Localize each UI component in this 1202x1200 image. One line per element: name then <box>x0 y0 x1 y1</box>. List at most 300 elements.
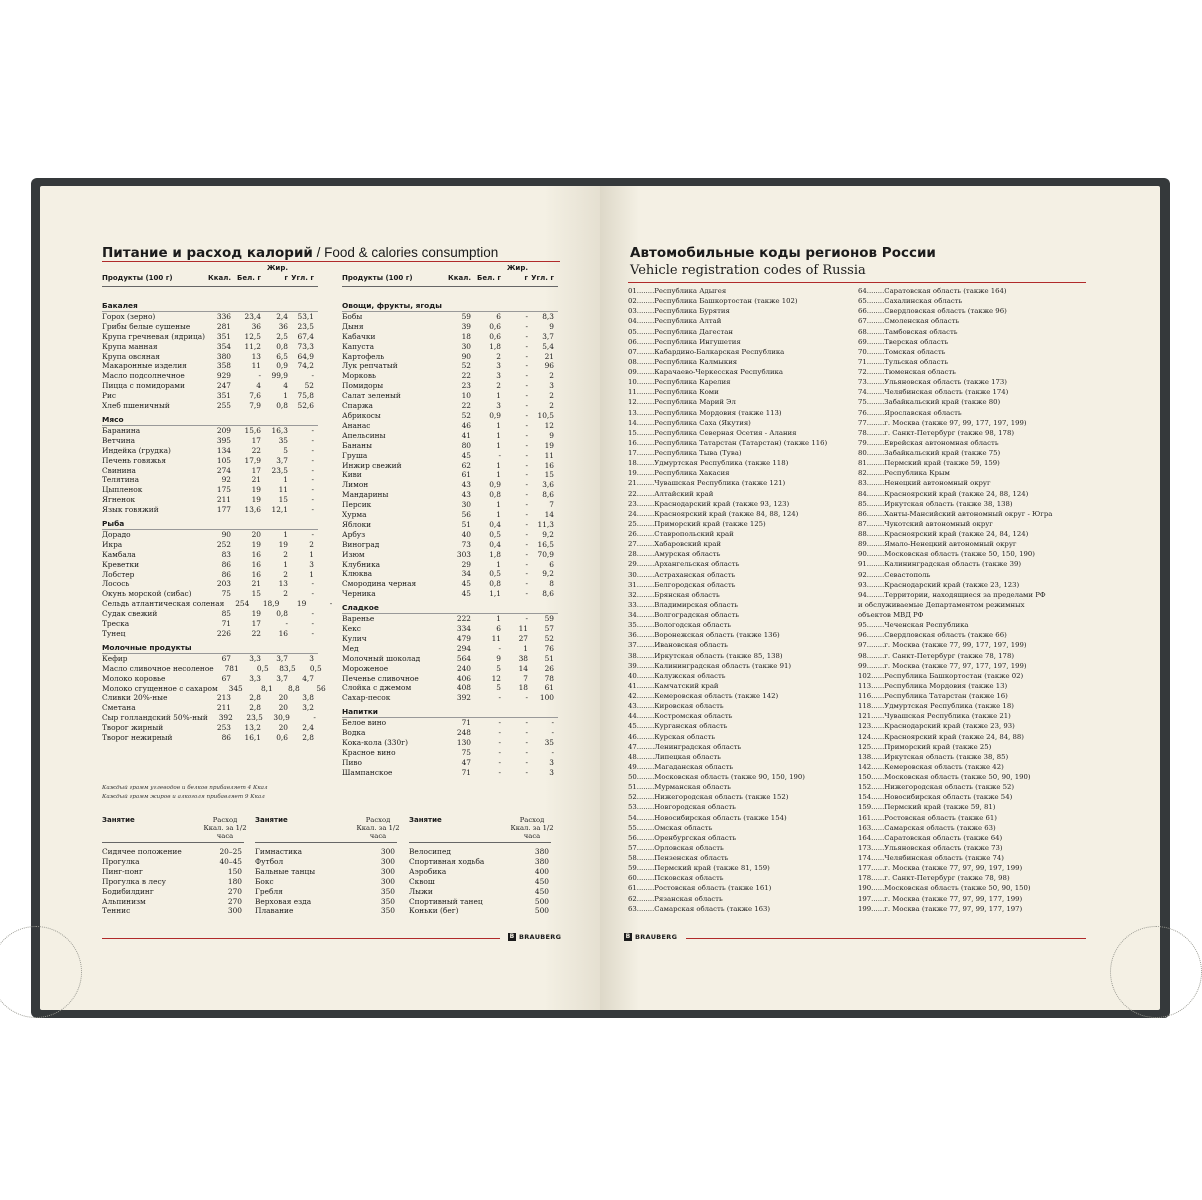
region-code-row: 86........Ханты-Мансийский автономный округ - Югра <box>858 509 1053 518</box>
food-value: 73 <box>461 539 471 549</box>
food-value: - <box>285 619 288 629</box>
food-value: 19 <box>278 539 288 549</box>
food-value: - <box>525 420 528 430</box>
food-value: 4 <box>256 381 261 391</box>
region-code-row: 71........Тульская область <box>858 357 949 366</box>
food-name: Макаронные изделия <box>102 361 187 371</box>
food-row <box>102 683 326 694</box>
region-code-row: 33........Владимирская область <box>628 600 739 609</box>
food-value: 11,2 <box>244 341 261 351</box>
region-code-row: 72........Тюменская область <box>858 368 956 376</box>
food-row <box>342 589 558 599</box>
region-code-row: 78........г. Санкт-Петербург (также 98, 178) <box>858 428 1015 437</box>
food-value: 254 <box>235 599 250 609</box>
food-name: Пиво <box>342 757 362 767</box>
food-value: 281 <box>216 321 231 331</box>
food-value: - <box>498 718 501 728</box>
note-line: Каждый грамм углеводов и белков прибавляет 4 Ккал <box>102 785 268 791</box>
activity-name: Велосипед <box>409 847 451 856</box>
activity-kcal: 350 <box>380 896 395 906</box>
activity-row <box>102 906 244 916</box>
food-row <box>102 475 318 485</box>
food-value: - <box>498 643 501 653</box>
food-name: Хлеб пшеничный <box>102 401 170 411</box>
activity-header-rate: Расход Ккал. за 1/2 часа <box>203 816 247 840</box>
food-value: 52,6 <box>297 401 314 411</box>
food-name: Клюква <box>342 569 373 579</box>
food-row <box>342 361 558 371</box>
region-code-row: 34........Волгоградская область <box>628 611 740 619</box>
food-value: 20 <box>251 529 261 539</box>
food-name: Бананы <box>342 440 372 450</box>
food-row <box>342 683 558 693</box>
food-value: 3 <box>496 401 501 411</box>
food-name: Лук репчатый <box>342 361 398 371</box>
food-row <box>102 723 318 733</box>
activity-name: Коньки (бег) <box>409 906 459 916</box>
food-value: 85 <box>221 609 231 619</box>
region-code-row: 69........Тверская область <box>858 337 949 346</box>
food-value: 253 <box>216 723 231 733</box>
food-value: - <box>525 391 528 401</box>
food-row <box>342 411 558 421</box>
food-value: 3,7 <box>276 673 288 683</box>
food-value: 105 <box>216 455 231 465</box>
nutrition-title <box>102 242 498 261</box>
food-name: Дорадо <box>102 529 131 539</box>
bottom-rule <box>102 938 500 939</box>
nutrition-title-en: / Food & calories consumption <box>312 245 499 260</box>
region-code-row: 26........Ставропольский край <box>628 530 734 538</box>
region-code-row: 68........Тамбовская область <box>858 327 958 336</box>
food-row <box>102 619 318 629</box>
codes-column-2 <box>858 286 1090 914</box>
region-code-row: 24........Красноярский край (также 84, 88, 124) <box>628 509 799 518</box>
activity-row <box>409 847 551 857</box>
activity-kcal: 500 <box>534 896 549 906</box>
food-name: Морковь <box>342 371 377 381</box>
activity-name: Спортивная ходьба <box>409 856 485 866</box>
food-value: 0,5 <box>489 569 501 579</box>
food-value: 130 <box>456 737 471 747</box>
food-row <box>102 579 318 589</box>
food-value: 76 <box>544 643 554 653</box>
food-row <box>342 500 558 510</box>
food-name: Ананас <box>342 420 371 430</box>
region-code-row: 44........Костромская область <box>628 712 733 721</box>
food-name: Картофель <box>342 351 385 361</box>
food-value: 3,2 <box>302 703 314 713</box>
food-value: 90 <box>221 529 231 539</box>
food-table-header: Продукты (100 г) Ккал. Бел. г Жир. г Угл. г <box>342 272 558 287</box>
food-value: 36 <box>251 321 261 331</box>
food-value: 0,5 <box>256 663 269 673</box>
food-value: 209 <box>216 425 231 435</box>
activity-row <box>409 867 551 877</box>
food-value: 6,5 <box>276 351 288 361</box>
food-value: 2 <box>496 351 501 361</box>
food-value: 51 <box>461 519 471 529</box>
food-value: 20 <box>278 703 288 713</box>
food-value: 71 <box>461 718 471 728</box>
food-value: 1 <box>496 460 501 470</box>
food-value: 8,3 <box>542 311 554 321</box>
food-row <box>342 332 558 342</box>
food-value: - <box>311 455 314 465</box>
food-value: 2,8 <box>249 703 261 713</box>
food-value: - <box>525 569 528 579</box>
food-value: 222 <box>456 614 471 624</box>
food-name: Бобы <box>342 311 363 321</box>
food-category-title: Молочные продукты <box>102 643 318 654</box>
food-name: Сахар-песок <box>342 693 391 703</box>
food-row <box>102 654 318 664</box>
food-value: 56 <box>461 510 471 520</box>
activity-name: Гимнастика <box>255 847 303 856</box>
region-code-row: 48........Липецкая область <box>628 752 721 761</box>
food-name: Лосось <box>102 579 130 589</box>
activity-row <box>409 857 551 867</box>
food-value: 3 <box>549 767 554 777</box>
region-code-row: 03........Республика Бурятия <box>628 307 730 316</box>
food-value: 23,5 <box>271 465 288 475</box>
food-value: - <box>525 519 528 529</box>
region-code-row: 75........Забайкальский край (также 80) <box>858 398 1001 407</box>
food-value: 16,5 <box>537 539 554 549</box>
food-name: Баранина <box>102 425 141 435</box>
activity-row <box>409 897 551 907</box>
region-code-row: 152......Нижегородская область (также 52) <box>858 783 1015 792</box>
region-code-row: 138......Иркутская область (также 38, 85) <box>858 752 1009 761</box>
activity-kcal: 350 <box>380 886 395 896</box>
food-value: - <box>311 495 314 505</box>
food-row <box>342 728 558 738</box>
region-code-row: 60........Псковская область <box>628 874 724 883</box>
region-code-row: 15........Республика Северная Осетия - Алания <box>628 428 797 437</box>
vehicle-codes-title <box>630 242 936 278</box>
food-value: 15 <box>544 470 554 480</box>
food-name: Икра <box>102 539 123 549</box>
food-value: 0,9 <box>489 410 501 420</box>
food-name: Изюм <box>342 549 365 559</box>
food-value: - <box>498 757 501 767</box>
food-value: 1 <box>496 430 501 440</box>
activity-kcal: 270 <box>227 886 242 896</box>
region-code-row: 118......Удмуртская Республика (также 18) <box>858 702 1014 711</box>
region-code-row: 66........Свердловская область (также 96) <box>858 307 1007 316</box>
food-value: 12,1 <box>271 505 288 515</box>
region-code-row: 58........Пензенская область <box>628 854 729 862</box>
food-value: 100 <box>539 693 554 703</box>
food-value: - <box>311 371 314 381</box>
region-code-row: 91........Калининградская область (также 39) <box>858 560 1022 569</box>
food-value: 18,9 <box>262 599 280 609</box>
region-code-row: 65........Сахалинская область <box>858 297 963 306</box>
food-value: 15 <box>251 589 261 599</box>
food-name: Хурма <box>342 510 367 520</box>
region-code-row: 51........Мурманская область <box>628 783 731 792</box>
food-row <box>342 352 558 362</box>
activity-header-rate: Расход Ккал. за 1/2 часа <box>356 816 400 840</box>
food-value: 247 <box>216 381 231 391</box>
brand-mark-icon: B <box>625 933 631 940</box>
food-value: 2 <box>309 539 314 549</box>
food-value: - <box>525 549 528 559</box>
region-code-row: 177......г. Москва (также 77, 97, 99, 197, 199) <box>858 864 1023 873</box>
food-row <box>342 674 558 684</box>
region-code-row: 125......Приморский край (также 25) <box>858 742 992 751</box>
food-value: 11,3 <box>537 519 554 529</box>
food-value: 19 <box>251 485 261 495</box>
food-row <box>102 495 318 505</box>
food-value: 175 <box>216 485 231 495</box>
region-code-row: 27........Хабаровский край <box>628 540 721 549</box>
region-code-row: 18........Удмуртская Республика (также 118) <box>628 459 789 468</box>
food-value: 380 <box>216 351 231 361</box>
food-name: Молочный шоколад <box>342 653 421 663</box>
food-value: 13 <box>278 579 288 589</box>
food-value: - <box>258 371 261 381</box>
food-name: Груша <box>342 450 368 460</box>
activity-name: Аэробика <box>409 866 447 876</box>
food-name: Кулич <box>342 633 367 643</box>
food-name: Инжир свежий <box>342 460 402 470</box>
region-code-row: 30........Астраханская область <box>628 570 736 579</box>
region-code-row: 150......Московская область (также 50, 90, 190) <box>858 773 1031 781</box>
food-name: Киви <box>342 470 362 480</box>
food-row <box>342 391 558 401</box>
food-value: - <box>498 767 501 777</box>
food-name: Творог жирный <box>102 723 164 733</box>
food-name: Кефир <box>102 653 128 663</box>
food-value: 14 <box>518 663 528 673</box>
activity-name: Бальные танцы <box>255 866 316 876</box>
region-code-row: 82........Республика Крым <box>858 469 950 478</box>
activity-name: Сквош <box>409 876 435 886</box>
region-code-row: 19........Республика Хакасия <box>628 469 730 478</box>
food-value: 1 <box>309 569 314 579</box>
food-row <box>342 579 558 589</box>
food-name: Абрикосы <box>342 410 381 420</box>
food-name: Спаржа <box>342 401 373 411</box>
food-value: 2 <box>283 589 288 599</box>
region-code-row: 124......Красноярский край (также 24, 84, 88) <box>858 732 1024 741</box>
food-value: - <box>525 579 528 589</box>
food-name: Язык говяжий <box>102 505 159 515</box>
food-row <box>102 629 318 639</box>
activity-row <box>255 906 397 916</box>
food-value: 1 <box>283 475 288 485</box>
food-value: 19 <box>296 599 307 609</box>
food-row <box>102 609 318 619</box>
activity-header-label: Занятие <box>102 816 135 824</box>
food-value: 134 <box>216 445 231 455</box>
activity-kcal: 350 <box>380 906 395 916</box>
food-row <box>342 569 558 579</box>
activity-name: Плавание <box>255 906 294 916</box>
food-name: Телятина <box>102 475 140 485</box>
food-value: 479 <box>456 633 471 643</box>
region-code-row: 164......Саратовская область (также 64) <box>858 833 1003 842</box>
food-value: - <box>525 510 528 520</box>
food-value: 17 <box>251 465 261 475</box>
vehicle-codes-title-ru: Автомобильные коды регионов России <box>630 245 936 261</box>
food-name: Капуста <box>342 341 375 351</box>
region-code-row: 73........Ульяновская область (также 173) <box>858 378 1007 387</box>
food-value: 80 <box>461 440 471 450</box>
food-value: 2 <box>549 401 554 411</box>
food-value: 3,3 <box>249 673 261 683</box>
food-value: - <box>525 728 528 738</box>
region-code-row: 14........Республика Саха (Якутия) <box>628 418 751 427</box>
food-value: 1 <box>523 643 528 653</box>
food-value: 8 <box>549 579 554 589</box>
food-name: Свинина <box>102 465 136 475</box>
region-code-row: 17........Республика Тыва (Тува) <box>628 449 742 457</box>
food-value: 67,4 <box>297 331 314 341</box>
food-value: 14 <box>544 510 554 520</box>
region-code-row: 46........Курская область <box>628 732 716 741</box>
food-value: 3 <box>549 757 554 767</box>
region-code-row: 40........Калужская область <box>628 671 726 680</box>
food-value: - <box>551 728 554 738</box>
food-value: 61 <box>544 683 554 693</box>
activity-name: Лыжи <box>409 886 433 896</box>
region-code-row: 83........Ненецкий автономный округ <box>858 479 991 488</box>
food-row <box>102 352 318 362</box>
region-code-row: 190......Московская область (также 50, 90, 150) <box>858 884 1031 893</box>
food-value: 395 <box>216 435 231 445</box>
region-code-row: 76........Ярославская область <box>858 408 962 417</box>
food-value: 564 <box>456 653 471 663</box>
food-row <box>342 758 558 768</box>
activity-row <box>102 867 244 877</box>
region-code-row: 54........Новосибирская область (также 154) <box>628 813 787 822</box>
corner-stitch <box>1110 926 1202 1018</box>
food-value: 2,4 <box>302 723 314 733</box>
activity-kcal: 300 <box>380 856 395 866</box>
food-value: 203 <box>216 579 231 589</box>
food-value: 30 <box>461 341 471 351</box>
region-code-row: 98........г. Санкт-Петербург (также 78, 178) <box>858 651 1015 660</box>
food-value: 75 <box>221 589 231 599</box>
region-code-row: 92........Севастополь <box>858 570 931 579</box>
region-code-row: 55........Омская область <box>628 823 713 832</box>
activity-name: Пинг-понг <box>102 866 143 876</box>
food-value: 15 <box>278 495 288 505</box>
region-code-row: 38........Иркутская область (также 85, 138) <box>628 651 783 660</box>
region-code-row: 85........Иркутская область (также 38, 138) <box>858 499 1013 508</box>
food-value: 0,5 <box>489 529 501 539</box>
food-value: 62 <box>461 460 471 470</box>
food-value: 8,6 <box>542 589 554 599</box>
food-value: 36 <box>278 321 288 331</box>
vehicle-codes-title-en: Vehicle registration codes of Russia <box>630 263 866 278</box>
food-name: Судак свежий <box>102 609 158 619</box>
food-name: Апельсины <box>342 430 386 440</box>
food-value: 26 <box>544 663 554 673</box>
region-code-row: 67........Смоленская область <box>858 317 960 326</box>
food-value: 16,1 <box>244 733 261 743</box>
food-row <box>102 446 318 456</box>
region-code-row: 81........Пермский край (также 59, 159) <box>858 459 1000 468</box>
food-row <box>102 381 318 391</box>
region-code-row: 89........Ямало-Ненецкий автономный округ <box>858 540 1017 549</box>
food-name: Виноград <box>342 539 380 549</box>
food-value: 3 <box>496 361 501 371</box>
activity-row <box>102 857 244 867</box>
food-row <box>102 550 318 560</box>
food-row <box>102 713 318 723</box>
activity-name: Бокс <box>255 876 274 886</box>
food-value: - <box>525 529 528 539</box>
food-value: 67 <box>221 673 231 683</box>
food-value: 38 <box>518 653 528 663</box>
region-code-row: 102......Республика Башкортостан (также 02) <box>858 671 1024 680</box>
region-code-row: 74........Челябинская область (также 174) <box>858 388 1009 397</box>
food-value: 3,6 <box>542 480 554 490</box>
food-name: Тунец <box>102 629 126 638</box>
food-row <box>102 466 318 476</box>
food-value: 22 <box>461 401 471 411</box>
food-value: 1 <box>283 529 288 539</box>
food-value: 90 <box>461 351 471 361</box>
region-code-row: 97........г. Москва (также 77, 99, 177, 197, 199) <box>858 641 1027 650</box>
food-name: Клубника <box>342 559 381 569</box>
activity-row <box>409 887 551 897</box>
food-value: 8,1 <box>260 683 273 693</box>
food-value: 1,8 <box>489 341 501 351</box>
food-value: 11 <box>278 485 288 495</box>
activity-kcal: 20–25 <box>219 847 242 856</box>
food-row <box>102 540 318 550</box>
activity-row <box>102 847 244 857</box>
food-value: 23 <box>461 381 471 391</box>
food-value: 6 <box>549 559 554 569</box>
activity-row <box>255 847 397 857</box>
activity-kcal: 300 <box>380 847 395 856</box>
food-value: - <box>311 589 314 599</box>
right-page <box>600 186 1160 1010</box>
region-code-row: 93........Краснодарский край (также 23, 123) <box>858 580 1020 589</box>
food-value: 46 <box>461 420 471 430</box>
food-name: Масло подсолнечное <box>102 371 185 381</box>
brand-logo: B BRAUBERG <box>509 933 562 941</box>
food-value: 29 <box>461 559 471 569</box>
food-row <box>102 485 318 495</box>
food-table-left <box>102 264 333 743</box>
region-code-row: 45........Курганская область <box>628 722 728 731</box>
food-value: 1 <box>283 559 288 569</box>
region-code-row: 29........Архангельская область <box>628 560 740 569</box>
region-code-row: 199......г. Москва (также 77, 97, 99, 177, 197) <box>858 904 1023 913</box>
region-code-row: 90........Московская область (также 50, 150, 190) <box>858 550 1035 559</box>
food-value: 23,5 <box>246 713 263 723</box>
food-row <box>102 674 318 684</box>
food-row <box>342 480 558 490</box>
region-code-row: 11........Республика Коми <box>628 388 719 397</box>
food-value: 5 <box>496 663 501 673</box>
food-value: 22 <box>251 629 261 638</box>
food-value: 35 <box>278 435 288 445</box>
food-value: - <box>498 737 501 747</box>
food-value: 16 <box>251 569 261 579</box>
activity-row <box>255 897 397 907</box>
food-value: 1 <box>496 510 501 520</box>
food-value: - <box>313 713 316 723</box>
food-value: 334 <box>456 624 471 633</box>
food-value: - <box>525 589 528 599</box>
